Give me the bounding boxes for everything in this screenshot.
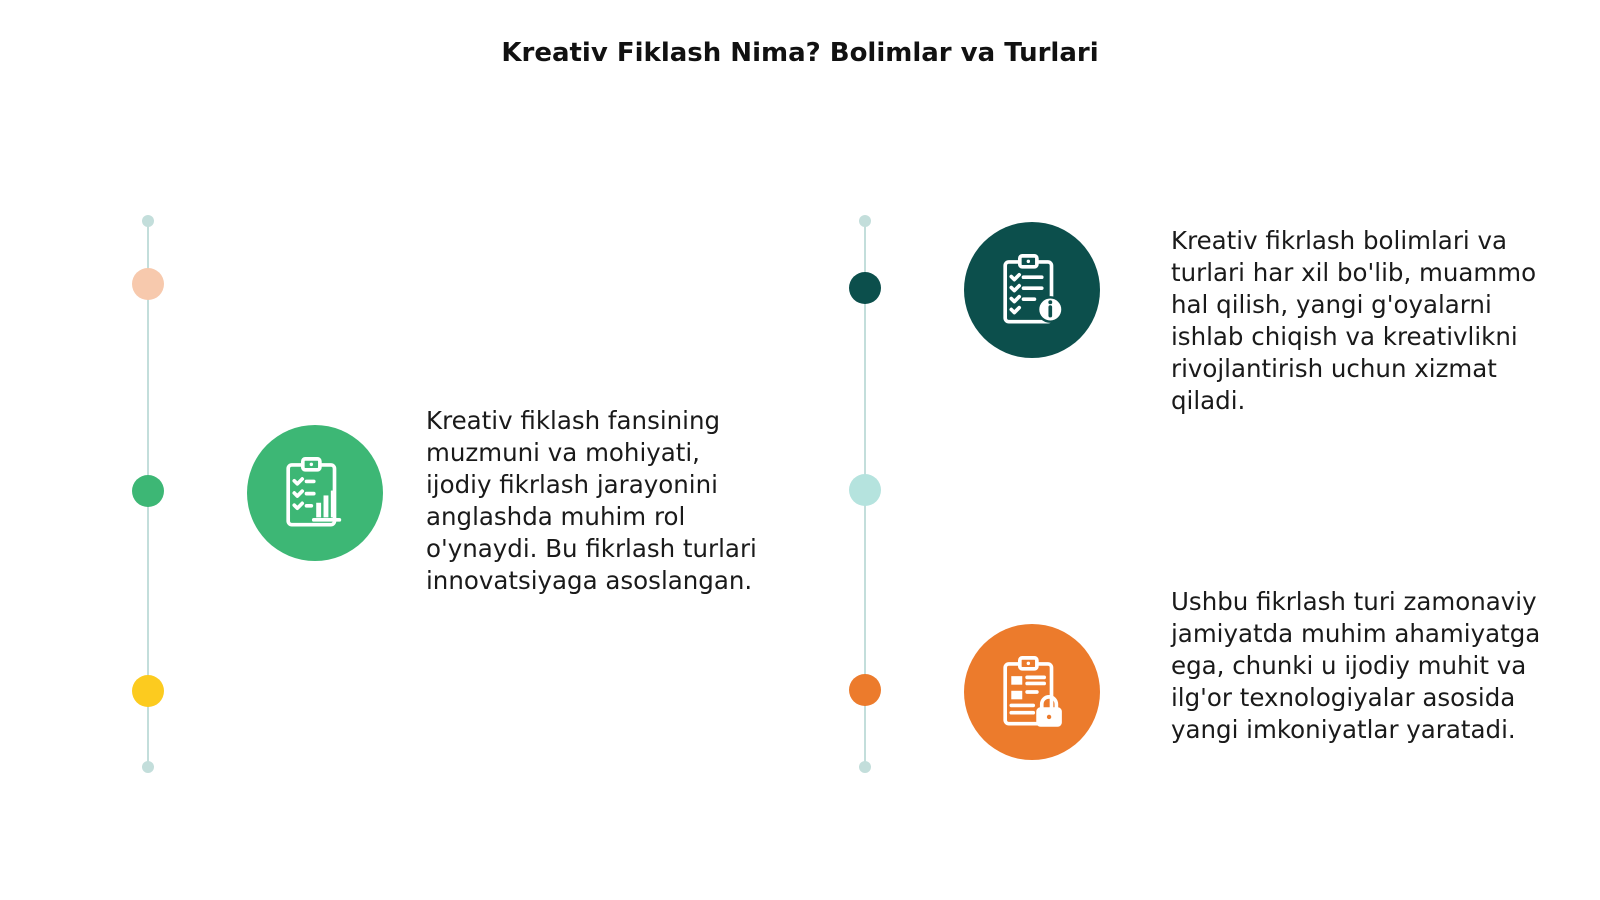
timeline-end-dot — [859, 761, 871, 773]
clipboard-lock-icon — [964, 624, 1100, 760]
item-2-text: Kreativ fikrlash bolimlari va turlari har xil bo'lib, muammo hal qilish, yangi g'oyalarni ishlab chiqish va kreativlikni rivojlantirish uchun xizmat qiladi. — [1171, 226, 1537, 415]
left-timeline — [131, 215, 165, 775]
right-timeline — [848, 215, 882, 775]
timeline-node-peach — [132, 268, 164, 300]
item-1-text: Kreativ fiklash fansining muzmuni va mohiyati, ijodiy fikrlash jarayonini anglashda muhim rol o'ynaydi. Bu fikrlash turlari innovatsiyaga asoslangan. — [426, 406, 757, 595]
timeline-node-dark-teal — [849, 272, 881, 304]
timeline-start-dot — [142, 215, 154, 227]
clipboard-info-icon — [964, 222, 1100, 358]
timeline-start-dot — [859, 215, 871, 227]
timeline-node-yellow — [132, 675, 164, 707]
clipboard-chart-icon — [247, 425, 383, 561]
timeline-end-dot — [142, 761, 154, 773]
timeline-node-green — [132, 475, 164, 507]
timeline-node-orange — [849, 674, 881, 706]
item-3-text: Ushbu fikrlash turi zamonaviy jamiyatda muhim ahamiyatga ega, chunki u ijodiy muhit va ilg'or texnologiyalar asosida yangi imkoniyatlar yaratadi. — [1171, 587, 1541, 744]
timeline-node-light-teal — [849, 474, 881, 506]
page-title: Kreativ Fiklash Nima? Bolimlar va Turlari — [501, 38, 1099, 68]
